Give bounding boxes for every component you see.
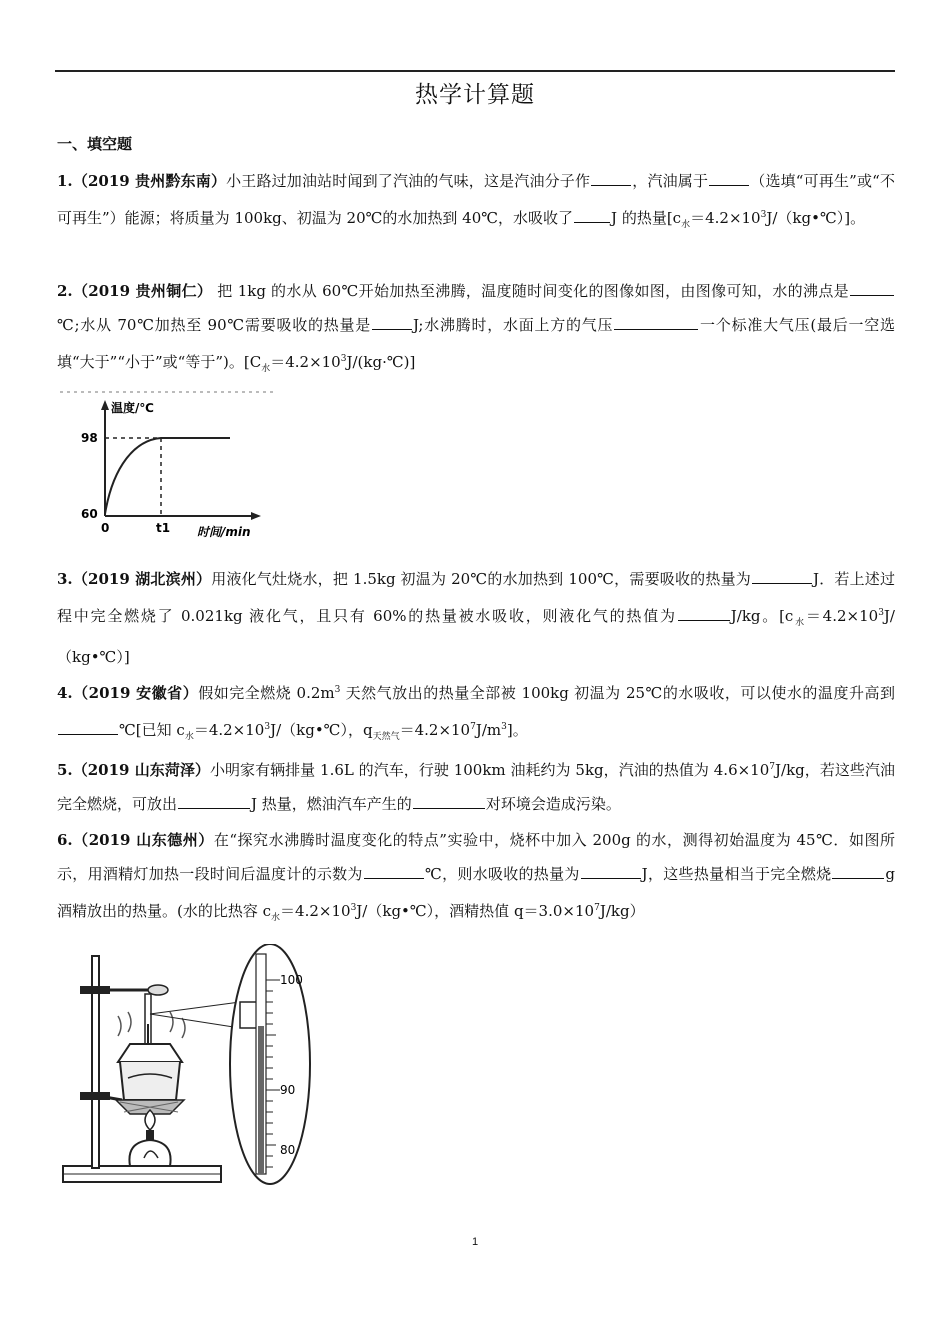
graph-y-tick-60: 60 [81, 507, 98, 521]
q5-source-tag: 5.（2019 山东菏泽） [57, 761, 210, 779]
question-4: 4.（2019 安徽省）假如完全燃烧 $0.2m^3$ 天然气放出的热量全部被 100kg 初温为 25℃的水吸收，可以使水的温度升高到℃[已知 $c_水=4.2\times 10^3J/(kg•℃)$，$q_{天然气}=4.2\times 10^7J/m^3$]。 [57, 684, 895, 742]
q6-blank-2[interactable] [581, 860, 641, 879]
section-heading: 一、填空题 [57, 135, 133, 153]
magnified-tick-90: 90 [280, 1083, 296, 1097]
q3-source-tag: 3.（2019 湖北滨州） [57, 570, 212, 588]
question-1: 1.（2019 贵州黔东南）小王路过加油站时闻到了汽油的气味，这是汽油分子作 ，汽油属于 （选填“可再生”或“不可再生”）能源；将质量为 100kg、初温为 20℃的水加热到 40℃，水吸收了 J 的热量$[c_水=4.2\times 10^3J/(kg•℃)]$。 [57, 164, 895, 242]
q5-blank-2[interactable] [413, 790, 485, 809]
page-title: 热学计算题 [415, 82, 535, 108]
page-number: 1 [471, 1236, 479, 1248]
x-axis-arrow-icon [251, 512, 261, 520]
boiling-experiment-figure [58, 944, 328, 1194]
alcohol-lamp [129, 1140, 170, 1166]
graph-x-tick-t1: t1 [156, 521, 171, 535]
q2-blank-2[interactable] [372, 311, 412, 330]
graph-curve [105, 438, 230, 514]
graph-y-tick-98: 98 [81, 431, 98, 445]
temperature-time-graph [55, 386, 285, 546]
q6-blank-1[interactable] [364, 860, 424, 879]
question-2: 2.（2019 贵州铜仁） 把 1kg 的水从 60℃开始加热至沸腾，温度随时间变化的图像如图，由图像可知，水的沸点是℃;水从 70℃加热至 90℃需要吸收的热量是 J;水沸腾时，水面上方的气压 一个标准大气压(最后一空选填“大于”“小于”或“等于”)。$[C_水=4.2\times 10^3J/(kg\cdot℃)]$ [57, 274, 895, 386]
question-5: 5.（2019 山东菏泽）小明家有辆排量 1.6L 的汽车，行驶 100km 油耗约为 5kg，汽油的热值为 $4.6\times 10^7J/kg$，若这些汽油完全燃烧，可放出 J 热量，燃油汽车产生的 对环境会造成污染。 [57, 761, 895, 813]
graph-x-label: 时间/min [197, 525, 251, 539]
magnified-liquid-column [258, 1026, 264, 1174]
q1-blank-3[interactable] [574, 204, 610, 223]
beaker [120, 1062, 180, 1100]
q2-source-tag: 2.（2019 贵州铜仁） [57, 282, 213, 300]
q4-blank-1[interactable] [58, 716, 118, 735]
graph-x-tick-0: 0 [101, 521, 110, 535]
q5-blank-1[interactable] [178, 790, 250, 809]
q3-blank-2[interactable] [678, 602, 730, 621]
q2-blank-1[interactable] [850, 277, 894, 296]
beaker-lid [118, 1044, 182, 1062]
magnified-tick-100: 100 [280, 973, 303, 987]
magnified-tick-80: 80 [280, 1143, 296, 1157]
question-3: 3.（2019 湖北滨州）用液化气灶烧水，把 1.5kg 初温为 20℃的水加热到 100℃，需要吸收的热量为 J．若上述过程中完全燃烧了 0.021kg 液化气，且只有 60%的热量被水吸收，则液化气的热值为 J/kg。$[c_水=4.2\times 10^3J/(kg•℃)]$ [57, 562, 895, 674]
graph-y-label: 温度/℃ [111, 401, 154, 415]
header-rule [55, 70, 895, 72]
q6-blank-3[interactable] [832, 860, 884, 879]
q3-blank-1[interactable] [752, 565, 812, 584]
y-axis-arrow-icon [101, 400, 109, 410]
q1-blank-2[interactable] [709, 167, 749, 186]
q6-source-tag: 6.（2019 山东德州） [57, 831, 214, 849]
question-6: 6.（2019 山东德州）在“探究水沸腾时温度变化的特点”实验中，烧杯中加入 200g 的水，测得初始温度为 45℃．如图所示，用酒精灯加热一段时间后温度计的示数为 ℃，则水吸收的热量为 J，这些热量相当于完全燃烧 g 酒精放出的热量。(水的比热容 $c_水=4.2\times 10^3J/(kg•℃)$，酒精热值 $q=3.0\times 10^7J/kg$） [57, 831, 896, 923]
q1-blank-1[interactable] [591, 167, 631, 186]
q2-blank-3[interactable] [614, 311, 698, 330]
q4-source-tag: 4.（2019 安徽省） [57, 684, 199, 702]
q1-source-tag: 1.（2019 贵州黔东南） [57, 172, 227, 190]
